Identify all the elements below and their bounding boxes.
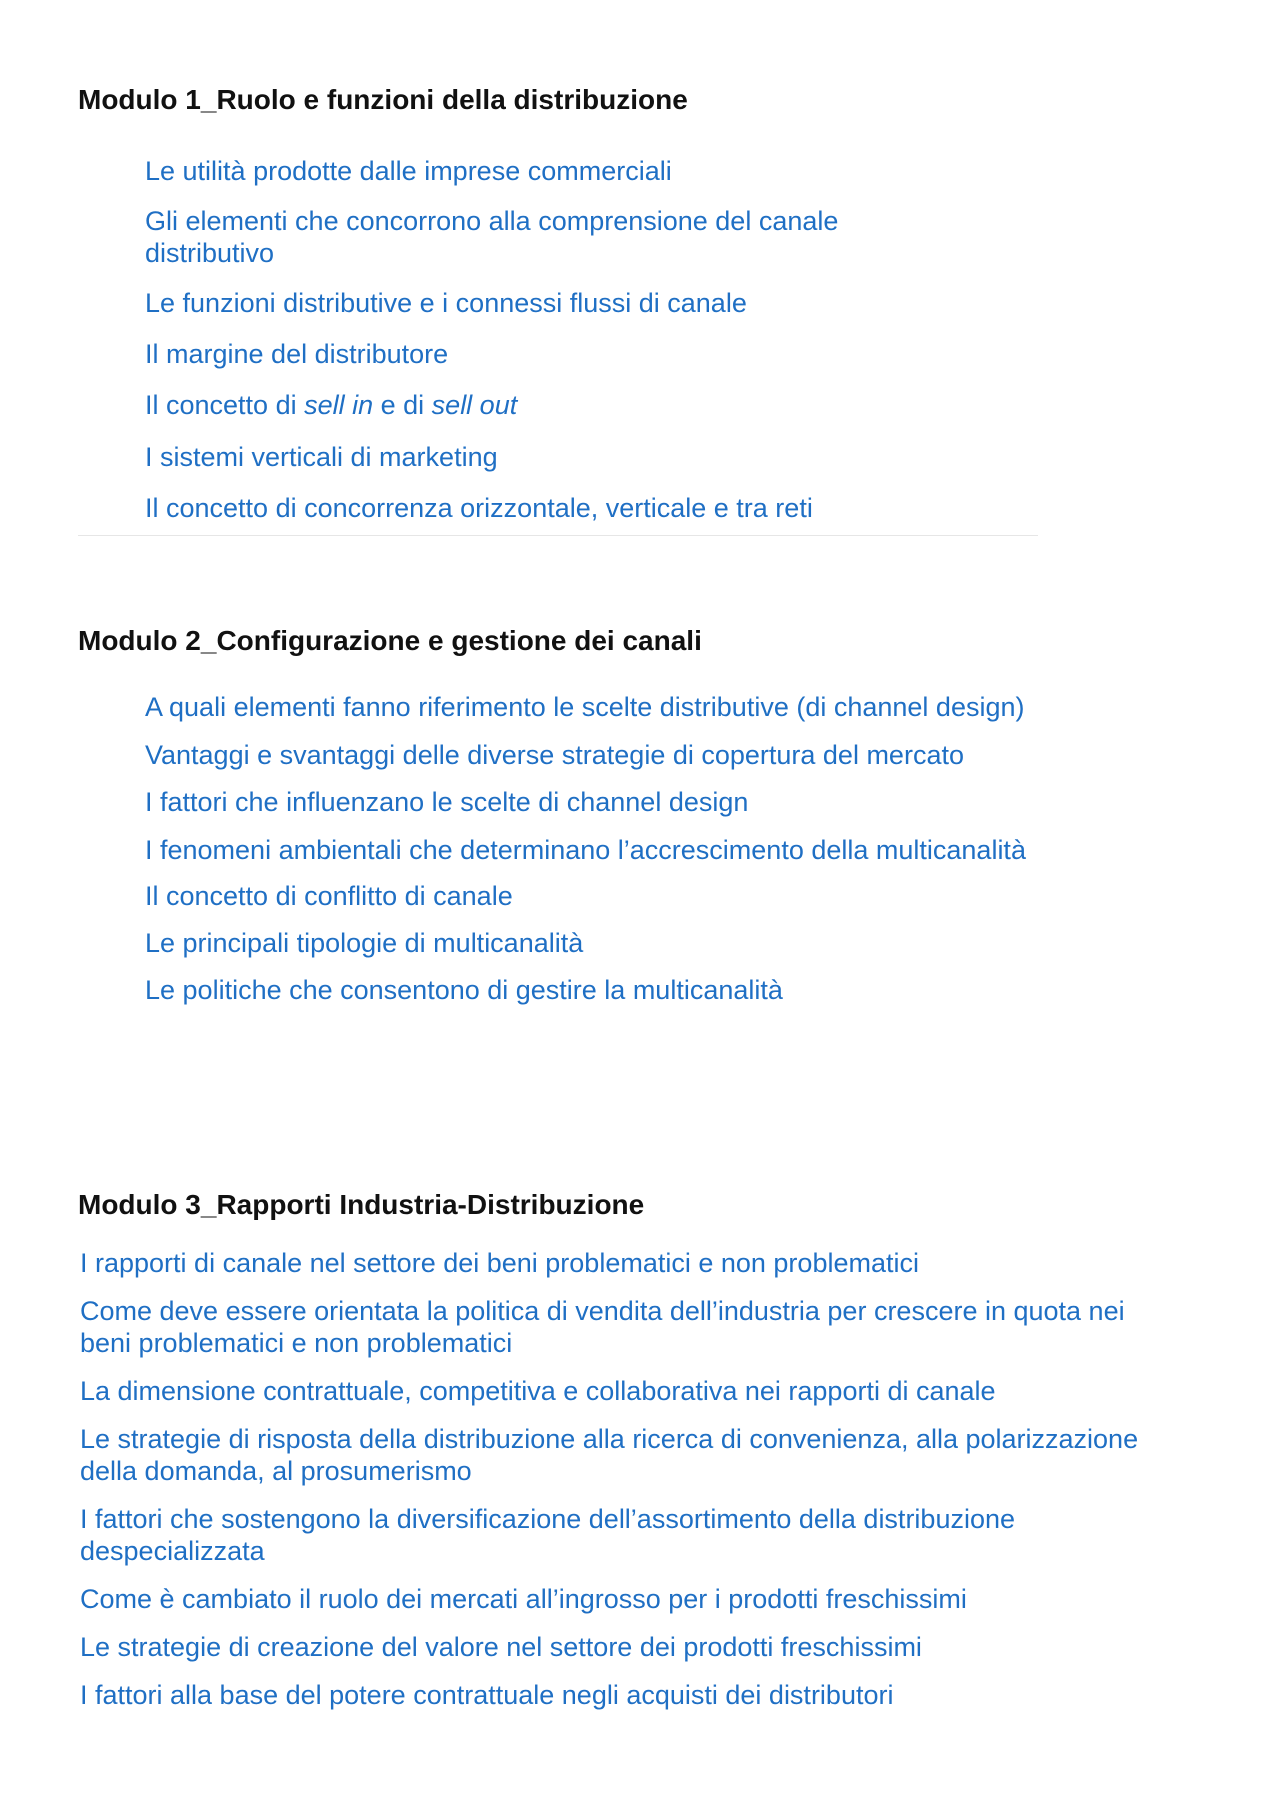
module-3-topic-6: Come è cambiato il ruolo dei mercati all’ingrosso per i prodotti freschissimi bbox=[80, 1584, 967, 1614]
module-1-topic-7: Il concetto di concorrenza orizzontale, verticale e tra reti bbox=[145, 493, 813, 523]
module-1-topic-5 bbox=[145, 389, 965, 421]
module-2-topic-1: A quali elementi fanno riferimento le scelte distributive (di channel design) bbox=[145, 692, 1025, 722]
module-1-topic-6: I sistemi verticali di marketing bbox=[145, 442, 498, 472]
module-2-topic-list bbox=[145, 690, 1045, 1006]
module-1-title: Modulo 1_Ruolo e funzioni della distribuzione bbox=[78, 84, 688, 115]
module-1-topic-2: Gli elementi che concorrono alla comprensione del canale distributivo bbox=[145, 206, 839, 268]
module-3-topic-2: Come deve essere orientata la politica di vendita dell’industria per crescere in quota nei beni problematici e non problematici bbox=[80, 1296, 1125, 1358]
module-1-topic-3: Le funzioni distributive e i connessi flussi di canale bbox=[145, 288, 747, 318]
module-2-topic-5: Il concetto di conflitto di canale bbox=[145, 881, 513, 911]
module-2-topic-4: I fenomeni ambientali che determinano l’accrescimento della multicanalità bbox=[145, 835, 1026, 865]
module-1-divider bbox=[78, 535, 1038, 536]
module-1-topic-5-part-d: sell out bbox=[431, 390, 518, 420]
module-1-topic-5-part-a: Il concetto di bbox=[145, 390, 305, 420]
module-1-topic-1: Le utilità prodotte dalle imprese commerciali bbox=[145, 156, 672, 186]
module-3-topic-list bbox=[80, 1247, 1160, 1711]
module-2-topic-6: Le principali tipologie di multicanalità bbox=[145, 928, 584, 958]
module-3-topic-8: I fattori alla base del potere contrattuale negli acquisti dei distributori bbox=[80, 1680, 894, 1710]
module-1-topic-5-part-b: sell in bbox=[304, 390, 374, 420]
module-3-topic-7: Le strategie di creazione del valore nel settore dei prodotti freschissimi bbox=[80, 1632, 922, 1662]
module-3-title: Modulo 3_Rapporti Industria-Distribuzione bbox=[78, 1189, 645, 1220]
module-3-topic-1: I rapporti di canale nel settore dei beni problematici e non problematici bbox=[80, 1248, 919, 1278]
module-2-topic-3: I fattori che influenzano le scelte di channel design bbox=[145, 787, 749, 817]
module-3-topic-5: I fattori che sostengono la diversificazione dell’assortimento della distribuzione despecializzata bbox=[80, 1504, 1016, 1566]
module-2-topic-7: Le politiche che consentono di gestire la multicanalità bbox=[145, 975, 783, 1005]
module-3-topic-3: La dimensione contrattuale, competitiva e collaborativa nei rapporti di canale bbox=[80, 1376, 996, 1406]
module-1-topic-list bbox=[145, 155, 965, 524]
module-3-topic-4: Le strategie di risposta della distribuzione alla ricerca di convenienza, alla polarizzazione della domanda, al prosumerismo bbox=[80, 1424, 1139, 1486]
module-1-topic-5-part-c: e di bbox=[373, 390, 432, 420]
module-1-topic-4: Il margine del distributore bbox=[145, 339, 449, 369]
module-2-title: Modulo 2_Configurazione e gestione dei canali bbox=[78, 625, 702, 656]
module-2-topic-2: Vantaggi e svantaggi delle diverse strategie di copertura del mercato bbox=[145, 740, 964, 770]
